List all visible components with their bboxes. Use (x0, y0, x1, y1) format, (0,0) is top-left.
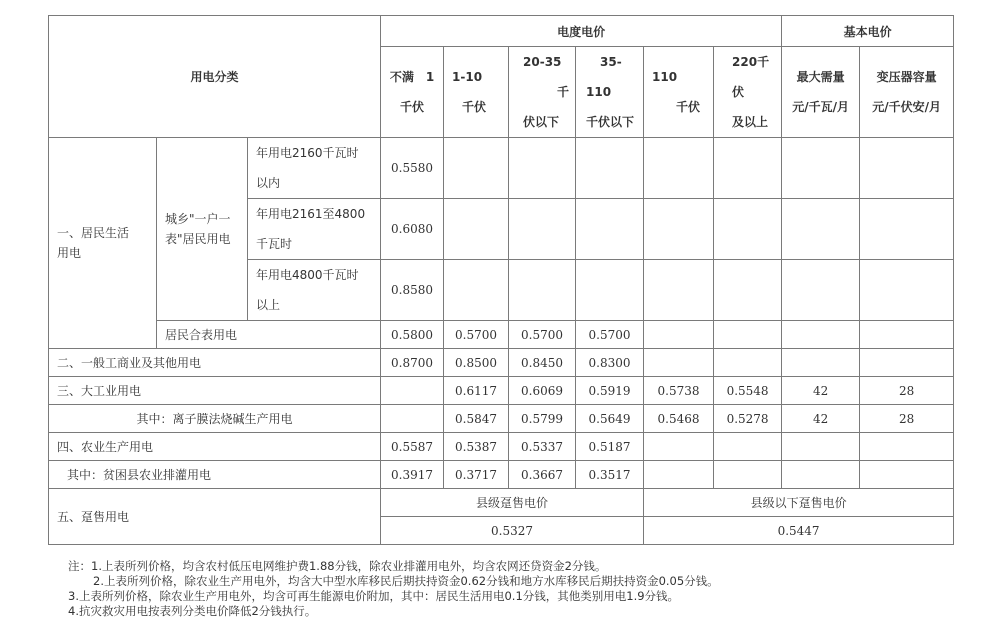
empty-cell (576, 260, 644, 321)
empty-cell (444, 199, 509, 260)
price-cell: 0.5187 (576, 433, 644, 461)
price-cell (644, 433, 714, 461)
electricity-price-table (48, 15, 954, 545)
price-cell: 0.3667 (509, 461, 576, 489)
price-cell: 0.5468 (644, 405, 714, 433)
one-household-label: 城乡"一户一 表"居民用电 (157, 138, 248, 321)
price-cell (782, 433, 860, 461)
notes (68, 559, 968, 619)
price-cell: 0.8500 (444, 349, 509, 377)
header-energy-price: 电度电价 (381, 16, 782, 47)
header-col-max-demand: 最大需量 元/千瓦/月 (782, 47, 860, 138)
header-col-1-10kv: 1-10 千伏 (444, 47, 509, 138)
price-cell (782, 349, 860, 377)
empty-cell (782, 321, 860, 349)
price-cell: 42 (782, 405, 860, 433)
price-cell (860, 461, 954, 489)
price-cell (644, 461, 714, 489)
empty-cell (509, 199, 576, 260)
price-cell: 28 (860, 405, 954, 433)
empty-cell (644, 138, 714, 199)
price-cell (381, 405, 444, 433)
county-wholesale-price: 0.5327 (381, 517, 644, 545)
empty-cell (644, 321, 714, 349)
empty-cell (714, 321, 782, 349)
combined-meter-label: 居民合表用电 (157, 321, 381, 349)
price-cell: 42 (782, 377, 860, 405)
tier-label: 年用电2160千瓦时 以内 (248, 138, 381, 199)
price-cell: 0.5800 (381, 321, 444, 349)
price-cell (860, 433, 954, 461)
price-cell: 0.5548 (714, 377, 782, 405)
note-1: 注：1.上表所列价格，均含农村低压电网维护费1.88分钱，除农业排灌用电外，均含农网还贷资金2分钱。 (68, 559, 607, 573)
row-label: 其中：贫困县农业排灌用电 (49, 461, 381, 489)
tier-label: 年用电2161至4800 千瓦时 (248, 199, 381, 260)
empty-cell (782, 260, 860, 321)
tier-price: 0.5580 (381, 138, 444, 199)
empty-cell (576, 138, 644, 199)
tier-label: 年用电4800千瓦时 以上 (248, 260, 381, 321)
price-cell: 0.3917 (381, 461, 444, 489)
row-label: 其中：离子膜法烧碱生产用电 (49, 405, 381, 433)
price-cell: 0.3717 (444, 461, 509, 489)
below-county-wholesale-label: 县级以下趸售电价 (644, 489, 954, 517)
header-col-transformer: 变压器容量 元/千伏安/月 (860, 47, 954, 138)
price-cell: 28 (860, 377, 954, 405)
price-cell (714, 461, 782, 489)
price-cell: 0.5337 (509, 433, 576, 461)
row-label: 二、一般工商业及其他用电 (49, 349, 381, 377)
empty-cell (860, 260, 954, 321)
note-2: 2.上表所列价格，除农业生产用电外，均含大中型水库移民后期扶持资金0.62分钱和地方水库移民后期扶持资金0.05分钱。 (93, 574, 719, 588)
empty-cell (509, 260, 576, 321)
note-4: 4.抗灾救灾用电按表列分类电价降低2分钱执行。 (68, 604, 317, 618)
wholesale-label: 五、趸售用电 (49, 489, 381, 545)
empty-cell (714, 199, 782, 260)
header-category: 用电分类 (49, 16, 381, 138)
below-county-wholesale-price: 0.5447 (644, 517, 954, 545)
price-cell: 0.5387 (444, 433, 509, 461)
county-wholesale-label: 县级趸售电价 (381, 489, 644, 517)
price-cell: 0.6069 (509, 377, 576, 405)
header-col-under-1kv: 不满 1 千伏 (381, 47, 444, 138)
price-cell: 0.8450 (509, 349, 576, 377)
price-cell: 0.5700 (576, 321, 644, 349)
empty-cell (782, 199, 860, 260)
empty-cell (576, 199, 644, 260)
empty-cell (860, 321, 954, 349)
price-cell (860, 349, 954, 377)
price-cell (381, 377, 444, 405)
empty-cell (782, 138, 860, 199)
row-label: 四、农业生产用电 (49, 433, 381, 461)
tier-price: 0.8580 (381, 260, 444, 321)
price-cell: 0.3517 (576, 461, 644, 489)
price-cell (714, 349, 782, 377)
price-cell: 0.5847 (444, 405, 509, 433)
price-cell: 0.5278 (714, 405, 782, 433)
price-cell: 0.5799 (509, 405, 576, 433)
price-cell: 0.6117 (444, 377, 509, 405)
price-cell: 0.5919 (576, 377, 644, 405)
price-cell: 0.5738 (644, 377, 714, 405)
header-col-20-35kv: 20-35 千 伏以下 (509, 47, 576, 138)
empty-cell (860, 199, 954, 260)
price-cell (644, 349, 714, 377)
header-col-110kv: 110 千伏 (644, 47, 714, 138)
residential-label: 一、居民生活 用电 (49, 138, 157, 349)
price-cell: 0.8700 (381, 349, 444, 377)
empty-cell (714, 138, 782, 199)
price-cell: 0.5700 (509, 321, 576, 349)
header-col-220kv: 220千 伏 及以上 (714, 47, 782, 138)
empty-cell (444, 260, 509, 321)
price-cell: 0.5649 (576, 405, 644, 433)
header-basic-price: 基本电价 (782, 16, 954, 47)
note-3: 3.上表所列价格，除农业生产用电外，均含可再生能源电价附加，其中：居民生活用电0.1分钱，其他类别用电1.9分钱。 (68, 589, 680, 603)
price-cell: 0.8300 (576, 349, 644, 377)
price-cell: 0.5587 (381, 433, 444, 461)
empty-cell (644, 199, 714, 260)
row-label: 三、大工业用电 (49, 377, 381, 405)
empty-cell (860, 138, 954, 199)
empty-cell (444, 138, 509, 199)
empty-cell (644, 260, 714, 321)
empty-cell (509, 138, 576, 199)
empty-cell (714, 260, 782, 321)
tier-price: 0.6080 (381, 199, 444, 260)
price-cell (714, 433, 782, 461)
price-cell: 0.5700 (444, 321, 509, 349)
price-cell (782, 461, 860, 489)
header-col-35-110kv: 35- 110 千伏以下 (576, 47, 644, 138)
